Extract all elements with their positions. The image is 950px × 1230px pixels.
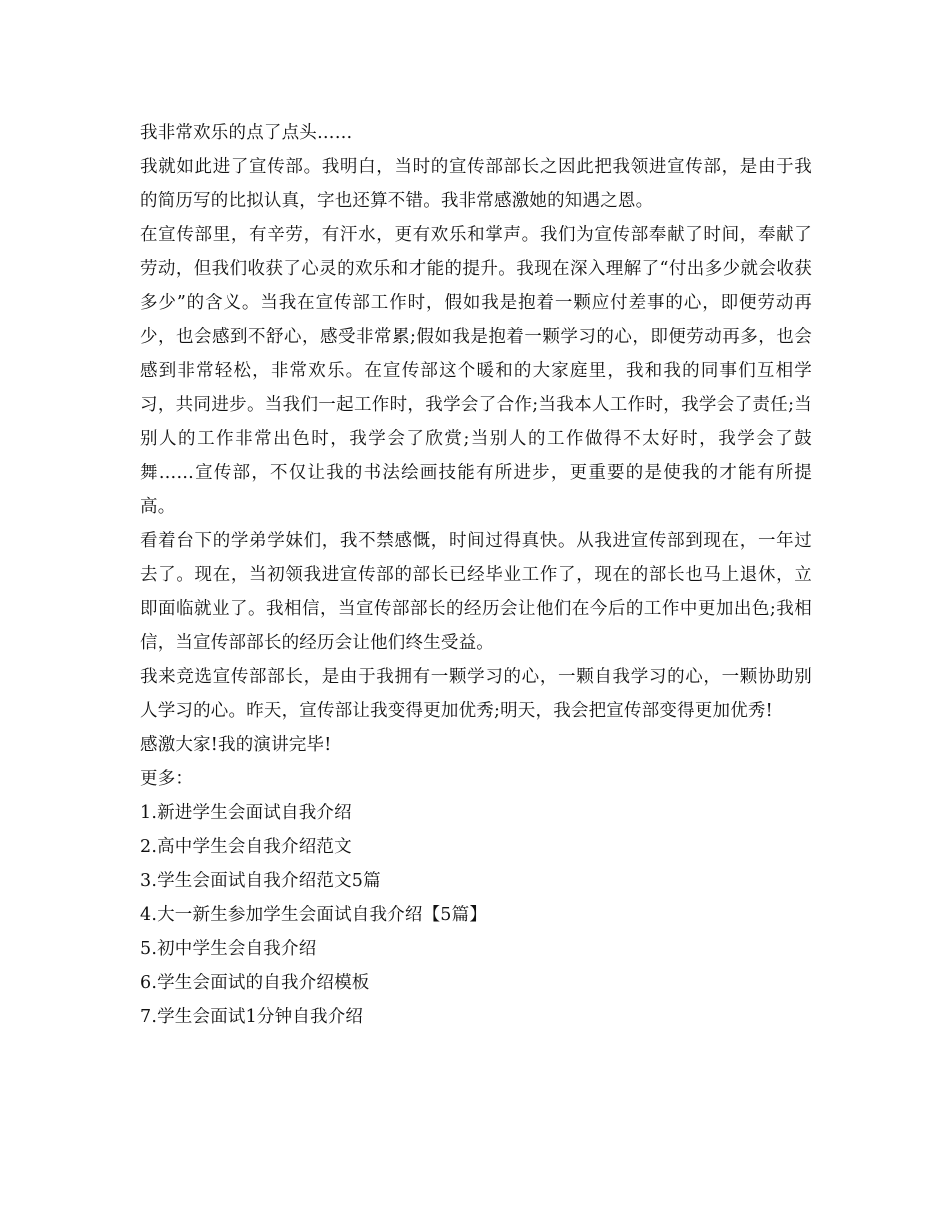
document-page xyxy=(140,116,812,1034)
paragraph-department-experience: 在宣传部里，有辛劳，有汗水，更有欢乐和掌声。我们为宣传部奉献了时间，奉献了劳动，但我们收获了心灵的欢乐和才能的提升。我现在深入理解了“付出多少就会收获多少”的含义。当我在宣传部工作时，假如我是抱着一颗应付差事的心，即便劳动再少，也会感到不舒心，感受非常累;假如我是抱着一颗学习的心，即便劳动再多，也会感到非常轻松，非常欢乐。在宣传部这个暖和的大家庭里，我和我的同事们互相学习，共同进步。当我们一起工作时，我学会了合作;当我本人工作时，我学会了责任;当别人的工作非常出色时，我学会了欣赏;当别人的工作做得不太好时，我学会了鼓舞……宣传部，不仅让我的书法绘画技能有所进步，更重要的是使我的才能有所提高。 xyxy=(140,225,812,517)
more-link-item[interactable]: 2.高中学生会自我介绍范文 xyxy=(140,837,352,857)
more-label: 更多： xyxy=(140,769,194,789)
paragraph-campaign-reason: 我来竞选宣传部部长，是由于我拥有一颗学习的心，一颗自我学习的心，一颗协助别人学习的心。昨天，宣传部让我变得更加优秀;明天，我会把宣传部变得更加优秀! xyxy=(140,667,812,721)
paragraph-joined-department: 我就如此进了宣传部。我明白，当时的宣传部部长之因此把我领进宣传部，是由于我的简历写的比拟认真，字也还算不错。我非常感激她的知遇之恩。 xyxy=(140,157,812,211)
more-link-item[interactable]: 7.学生会面试1分钟自我介绍 xyxy=(140,1007,364,1027)
more-links-list xyxy=(140,796,812,1034)
more-link-item[interactable]: 4.大一新生参加学生会面试自我介绍【5篇】 xyxy=(140,905,488,925)
paragraph-nod: 我非常欢乐的点了点头…… xyxy=(140,123,353,143)
more-link-item[interactable]: 3.学生会面试自我介绍范文5篇 xyxy=(140,871,381,891)
paragraph-thanks: 感激大家!我的演讲完毕! xyxy=(140,735,332,755)
paragraph-time-passed: 看着台下的学弟学妹们，我不禁感慨，时间过得真快。从我进宣传部到现在，一年过去了。现在，当初领我进宣传部的部长已经毕业工作了，现在的部长也马上退休，立即面临就业了。我相信，当宣传部部长的经历会让他们在今后的工作中更加出色;我相信，当宣传部部长的经历会让他们终生受益。 xyxy=(140,531,812,653)
more-link-item[interactable]: 6.学生会面试的自我介绍模板 xyxy=(140,973,370,993)
more-link-item[interactable]: 5.初中学生会自我介绍 xyxy=(140,939,317,959)
more-link-item[interactable]: 1.新进学生会面试自我介绍 xyxy=(140,803,352,823)
